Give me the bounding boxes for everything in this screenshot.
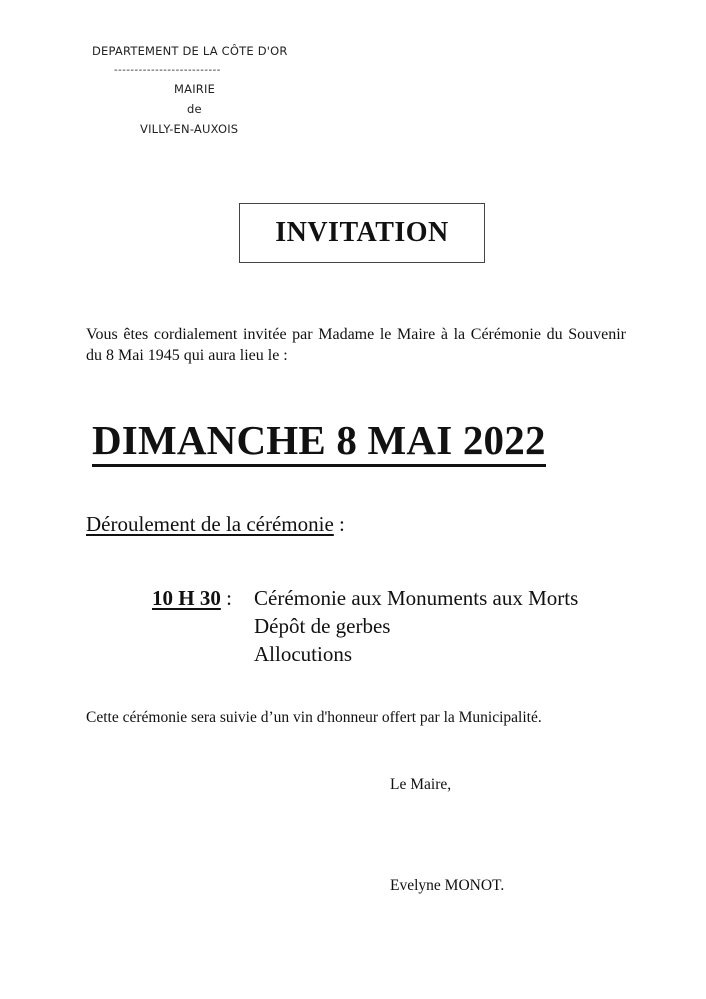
event-date-text: DIMANCHE 8 MAI 2022	[92, 417, 546, 467]
village-name: VILLY-EN-AUXOIS	[140, 122, 239, 136]
invitation-title-box	[239, 203, 485, 263]
schedule-item: Allocutions	[254, 642, 352, 666]
schedule-time-colon: :	[220, 586, 232, 610]
schedule-items	[254, 584, 578, 668]
programme-heading-text: Déroulement de la cérémonie	[86, 512, 334, 536]
mairie-label: MAIRIE	[174, 82, 216, 96]
programme-heading	[86, 512, 345, 537]
de-label: de	[187, 102, 202, 116]
invitation-title: INVITATION	[275, 217, 449, 248]
event-date	[92, 416, 612, 464]
department-name: DEPARTEMENT DE LA CÔTE D'OR	[92, 44, 288, 58]
signature-name: Evelyne MONOT.	[390, 877, 505, 894]
closing-paragraph: Cette cérémonie sera suivie d’un vin d'honneur offert par la Municipalité.	[86, 709, 542, 726]
letterhead-separator: --------------------------	[114, 65, 221, 76]
programme-heading-colon: :	[333, 512, 345, 536]
schedule-time	[152, 584, 232, 612]
schedule-time-text: 10 H 30	[152, 586, 221, 610]
intro-paragraph: Vous êtes cordialement invitée par Madame le Maire à la Cérémonie du Souvenir du 8 Mai 1945 qui aura lieu le :	[86, 326, 626, 364]
signature-title: Le Maire,	[390, 776, 452, 793]
schedule-item: Dépôt de gerbes	[254, 614, 391, 638]
schedule-item: Cérémonie aux Monuments aux Morts	[254, 586, 579, 610]
